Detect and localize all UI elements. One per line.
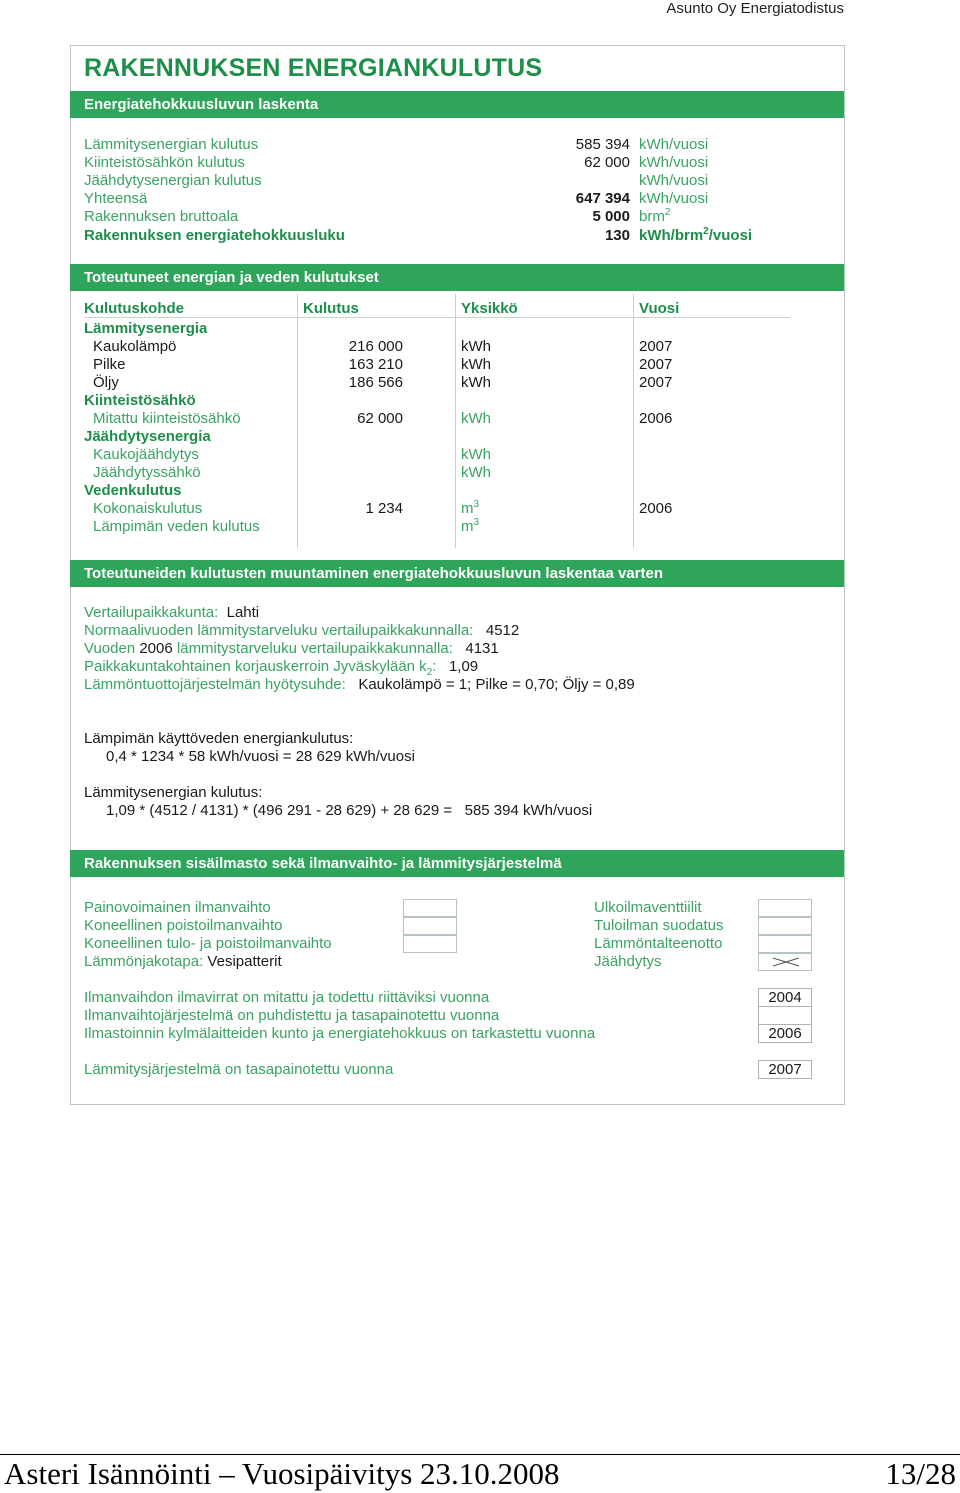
table-cell-yksikko: $m^3$ bbox=[461, 499, 480, 517]
summary-unit: kWh/brm$^2$/vuosi bbox=[639, 226, 753, 244]
col-header-yksikko: Yksikkö bbox=[461, 300, 518, 317]
table-cell-yksikko: kWh bbox=[461, 356, 491, 373]
checkbox-ulkoilmaventtiilit[interactable] bbox=[758, 899, 812, 917]
table-row-label: Mitattu kiinteistösähkö bbox=[93, 410, 241, 427]
table-cell-vuosi: 2007 bbox=[639, 374, 673, 391]
table-cell-yksikko: kWh bbox=[461, 338, 491, 355]
table-row-label: Öljy bbox=[93, 374, 119, 391]
document-title: Asunto Oy Energiatodistus bbox=[666, 0, 844, 17]
check-label: Ilmastoinnin kylmälaitteiden kunto ja energiatehokkuus on tarkastettu vuonna bbox=[84, 1025, 596, 1042]
lammitys-formula: 1,09 * (4512 / 4131) * (496 291 - 28 629) + 28 629 = 585 394 kWh/vuosi bbox=[106, 802, 593, 819]
footer-left: Asteri Isännöinti – Vuosipäivitys 23.10.2008 bbox=[4, 1456, 560, 1491]
vent-feature-label: Tuloilman suodatus bbox=[594, 917, 724, 934]
check-label: Ilmanvaihdon ilmavirrat on mitattu ja todettu riittäviksi vuonna bbox=[84, 989, 490, 1006]
check-label: Ilmanvaihtojärjestelmä on puhdistettu ja tasapainotettu vuonna bbox=[84, 1007, 500, 1024]
summary-label: Rakennuksen bruttoala bbox=[84, 208, 239, 225]
summary-label: Lämmitysenergian kulutus bbox=[84, 136, 259, 153]
group-heading: Lämmitysenergia bbox=[84, 320, 208, 337]
vent-feature-label: Lämmöntalteenotto bbox=[594, 935, 723, 952]
page-number: 13/28 bbox=[885, 1456, 956, 1491]
group-heading: Kiinteistösähkö bbox=[84, 392, 196, 409]
table-cell-vuosi: 2006 bbox=[639, 500, 673, 517]
table-cell-kulutus: 216 000 bbox=[348, 338, 403, 355]
kayttovesi-title: Lämpimän käyttöveden energiankulutus: bbox=[84, 730, 354, 747]
normaali-line: Normaalivuoden lämmitystarveluku vertailupaikkakunnalla: 4512 bbox=[84, 622, 520, 639]
vent-feature-label: Jäähdytys bbox=[594, 953, 662, 970]
summary-unit: kWh/vuosi bbox=[639, 172, 709, 189]
footer-rule bbox=[0, 1454, 960, 1455]
table-cell-vuosi: 2007 bbox=[639, 338, 673, 355]
checkbox-jaahdytys[interactable] bbox=[758, 953, 812, 971]
checkbox-painovoimainen[interactable] bbox=[403, 899, 457, 917]
vent-option-label: Koneellinen poistoilmanvaihto bbox=[84, 917, 283, 934]
table-row-label: Kaukolämpö bbox=[93, 338, 177, 355]
section-bar-sisailmasto: Rakennuksen sisäilmasto sekä ilmanvaihto- ja lämmitysjärjestelmä bbox=[70, 850, 844, 877]
table-row-label: Jäähdytyssähkö bbox=[93, 464, 201, 481]
table-row-label: Kokonaiskulutus bbox=[93, 500, 203, 517]
table-row-label: Lämpimän veden kulutus bbox=[93, 518, 260, 535]
table-cell-yksikko: kWh bbox=[461, 374, 491, 391]
table-row-label: Pilke bbox=[93, 356, 126, 373]
checkbox-lammontalteenotto[interactable] bbox=[758, 935, 812, 953]
summary-unit: kWh/vuosi bbox=[639, 136, 709, 153]
checkbox-tulo-poisto[interactable] bbox=[403, 935, 457, 953]
lammonjako-line: Lämmönjakotapa: Vesipatterit bbox=[84, 953, 282, 970]
summary-label: Jäähdytysenergian kulutus bbox=[84, 172, 262, 189]
table-cell-vuosi: 2006 bbox=[639, 410, 673, 427]
vent-option-label: Koneellinen tulo- ja poistoilmanvaihto bbox=[84, 935, 332, 952]
table-cell-yksikko: $m^3$ bbox=[461, 517, 480, 535]
summary-label: Kiinteistösähkön kulutus bbox=[84, 154, 245, 171]
vent-feature-label: Ulkoilmaventtiilit bbox=[594, 899, 702, 916]
korjaus-line: Paikkakuntakohtainen korjauskerroin Jyväskylään $k_2$: 1,09 bbox=[84, 658, 479, 678]
column-rule bbox=[297, 294, 298, 548]
year-box[interactable]: 2007 bbox=[758, 1060, 812, 1079]
col-header-kohde: Kulutuskohde bbox=[84, 300, 184, 317]
summary-label: Yhteensä bbox=[84, 190, 148, 207]
year-box[interactable] bbox=[758, 1006, 812, 1025]
summary-label: Rakennuksen energiatehokkuusluku bbox=[84, 227, 345, 244]
group-heading: Jäähdytysenergia bbox=[84, 428, 211, 445]
col-header-vuosi: Vuosi bbox=[639, 300, 680, 317]
lammitys-title: Lämmitysenergian kulutus: bbox=[84, 784, 263, 801]
year-box[interactable]: 2004 bbox=[758, 988, 812, 1007]
section-bar-energiatehokkuus: Energiatehokkuusluvun laskenta bbox=[70, 91, 844, 118]
summary-value: 585 394 bbox=[575, 136, 630, 153]
col-header-kulutus: Kulutus bbox=[303, 300, 359, 317]
vent-option-label: Painovoimainen ilmanvaihto bbox=[84, 899, 271, 916]
summary-unit: kWh/vuosi bbox=[639, 190, 709, 207]
table-cell-kulutus: 62 000 bbox=[357, 410, 403, 427]
table-cell-yksikko: kWh bbox=[461, 446, 491, 463]
section-bar-kulutukset: Toteutuneet energian ja veden kulutukset bbox=[70, 264, 844, 291]
group-heading: Vedenkulutus bbox=[84, 482, 182, 499]
summary-unit: kWh/vuosi bbox=[639, 154, 709, 171]
main-title: RAKENNUKSEN ENERGIANKULUTUS bbox=[84, 54, 543, 82]
table-cell-kulutus: 1 234 bbox=[365, 500, 403, 517]
kayttovesi-formula: 0,4 * 1234 * 58 kWh/vuosi = 28 629 kWh/vuosi bbox=[106, 748, 415, 765]
check-label: Lämmitysjärjestelmä on tasapainotettu vuonna bbox=[84, 1061, 394, 1078]
table-row-label: Kaukojäähdytys bbox=[93, 446, 199, 463]
checkbox-suodatus[interactable] bbox=[758, 917, 812, 935]
column-rule bbox=[455, 294, 456, 548]
year-box[interactable]: 2006 bbox=[758, 1024, 812, 1043]
cross-mark-icon bbox=[759, 954, 811, 970]
summary-value: 130 bbox=[604, 227, 630, 244]
table-divider bbox=[84, 317, 790, 318]
table-cell-kulutus: 163 210 bbox=[348, 356, 403, 373]
table-cell-yksikko: kWh bbox=[461, 464, 491, 481]
summary-value: 647 394 bbox=[575, 190, 630, 207]
hyotysuhde-line: Lämmöntuottojärjestelmän hyötysuhde: Kaukolämpö = 1; Pilke = 0,70; Öljy = 0,89 bbox=[84, 676, 635, 693]
summary-unit: brm$^2$ bbox=[639, 207, 671, 225]
table-cell-yksikko: kWh bbox=[461, 410, 491, 427]
vertailu-line: Vertailupaikkakunta: Lahti bbox=[84, 604, 260, 621]
table-cell-kulutus: 186 566 bbox=[348, 374, 403, 391]
table-cell-vuosi: 2007 bbox=[639, 356, 673, 373]
column-rule bbox=[633, 294, 634, 548]
checkbox-poistoilma[interactable] bbox=[403, 917, 457, 935]
section-bar-muuntaminen: Toteutuneiden kulutusten muuntaminen energiatehokkuusluvun laskentaa varten bbox=[70, 560, 844, 587]
summary-value: 5 000 bbox=[592, 208, 630, 225]
vuoden-line: Vuoden 2006 lämmitystarveluku vertailupaikkakunnalla: 4131 bbox=[84, 640, 499, 657]
summary-value: 62 000 bbox=[584, 154, 630, 171]
